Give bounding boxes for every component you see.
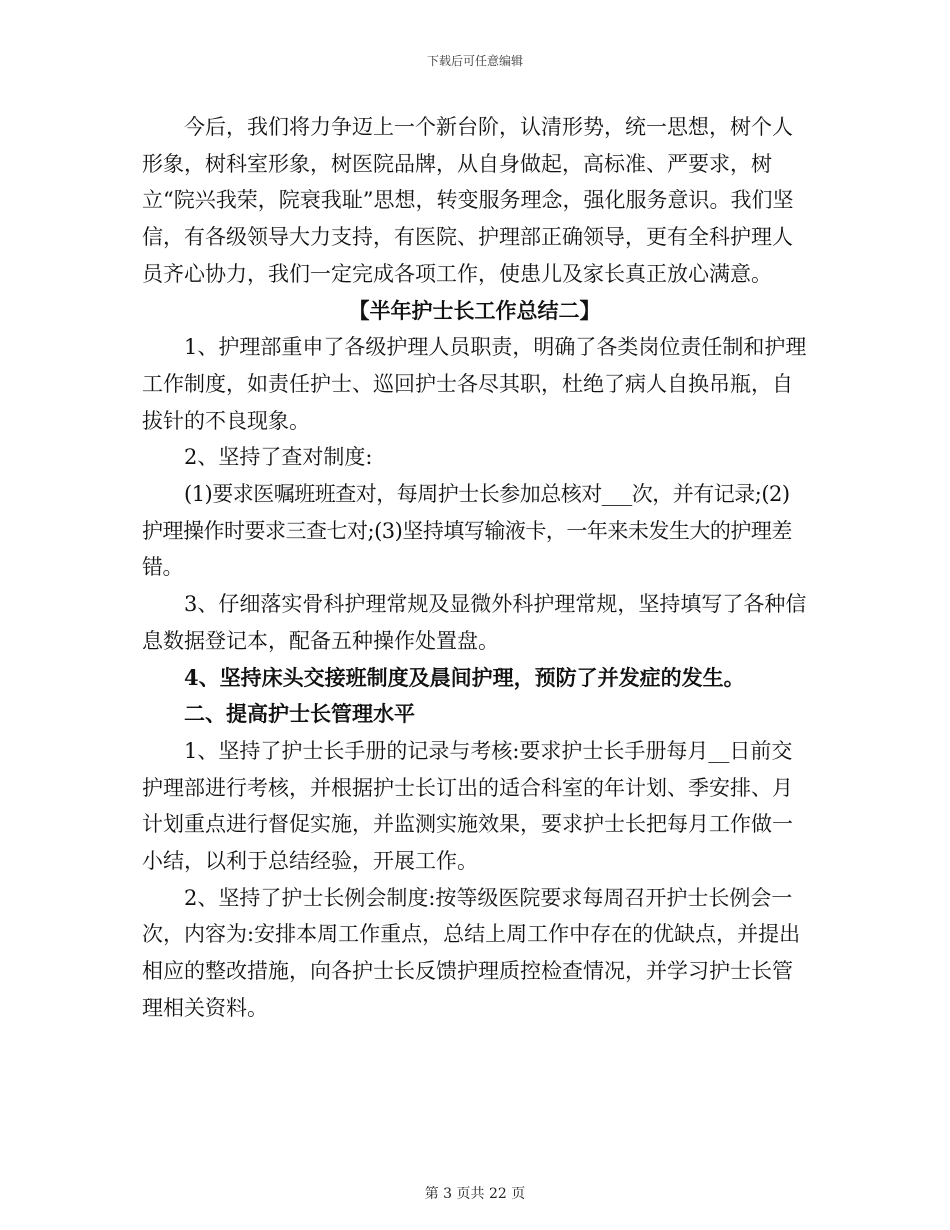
- page-header: 下载后可任意编辑: [426, 54, 523, 68]
- section-title: 【半年护士长工作总结二】: [348, 297, 601, 323]
- paragraph-item-1: 1、护理部重申了各级护理人员职责，明确了各类岗位责任制和护理工作制度，如责任护士、巡回护士各尽其职，杜绝了病人自换吊瓶，自拔针的不良现象。: [142, 335, 807, 433]
- subsection-heading: 二、提高护士长管理水平: [184, 701, 415, 727]
- paragraph-closing: 今后，我们将力争迈上一个新台阶，认清形势，统一思想，树个人形象，树科室形象，树医院品牌，从自身做起，高标准、严要求，树立“院兴我荣，院衰我耻”思想，转变服务理念，强化服务意识。我们坚信，有各级领导大力支持，有医院、护理部正确领导，更有全科护理人员齐心协力，我们一定完成各项工作，使患儿及家长真正放心满意。: [142, 115, 794, 286]
- paragraph-item-4: 4、坚持床头交接班制度及晨间护理，预防了并发症的发生。: [184, 664, 745, 690]
- paragraph-item-2-detail: (1)要求医嘱班班查对，每周护士长参加总核对___次，并有记录;(2)护理操作时要求三查七对;(3)坚持填写输液卡，一年来未发生大的护理差错。: [142, 482, 792, 580]
- paragraph-manual: 1、坚持了护士长手册的记录与考核:要求护士长手册每月__日前交护理部进行考核，并根据护士长订出的适合科室的年计划、季安排、月计划重点进行督促实施，并监测实施效果，要求护士长把每月工作做一小结，以利于总结经验，开展工作。: [142, 738, 793, 874]
- page-footer: 第 3 页共 22 页: [424, 1186, 526, 1202]
- paragraph-item-3: 3、仔细落实骨科护理常规及显微外科护理常规，坚持填写了各种信息数据登记本，配备五种操作处置盘。: [142, 592, 807, 653]
- document-body: [142, 109, 807, 1027]
- paragraph-item-2: 2、坚持了查对制度:: [184, 445, 373, 470]
- paragraph-meeting: 2、坚持了护士长例会制度:按等级医院要求每周召开护士长例会一次，内容为:安排本周工作重点，总结上周工作中存在的优缺点，并提出相应的整改措施，向各护士长反馈护理质控检查情况，并学习护士长管理相关资料。: [142, 885, 801, 1020]
